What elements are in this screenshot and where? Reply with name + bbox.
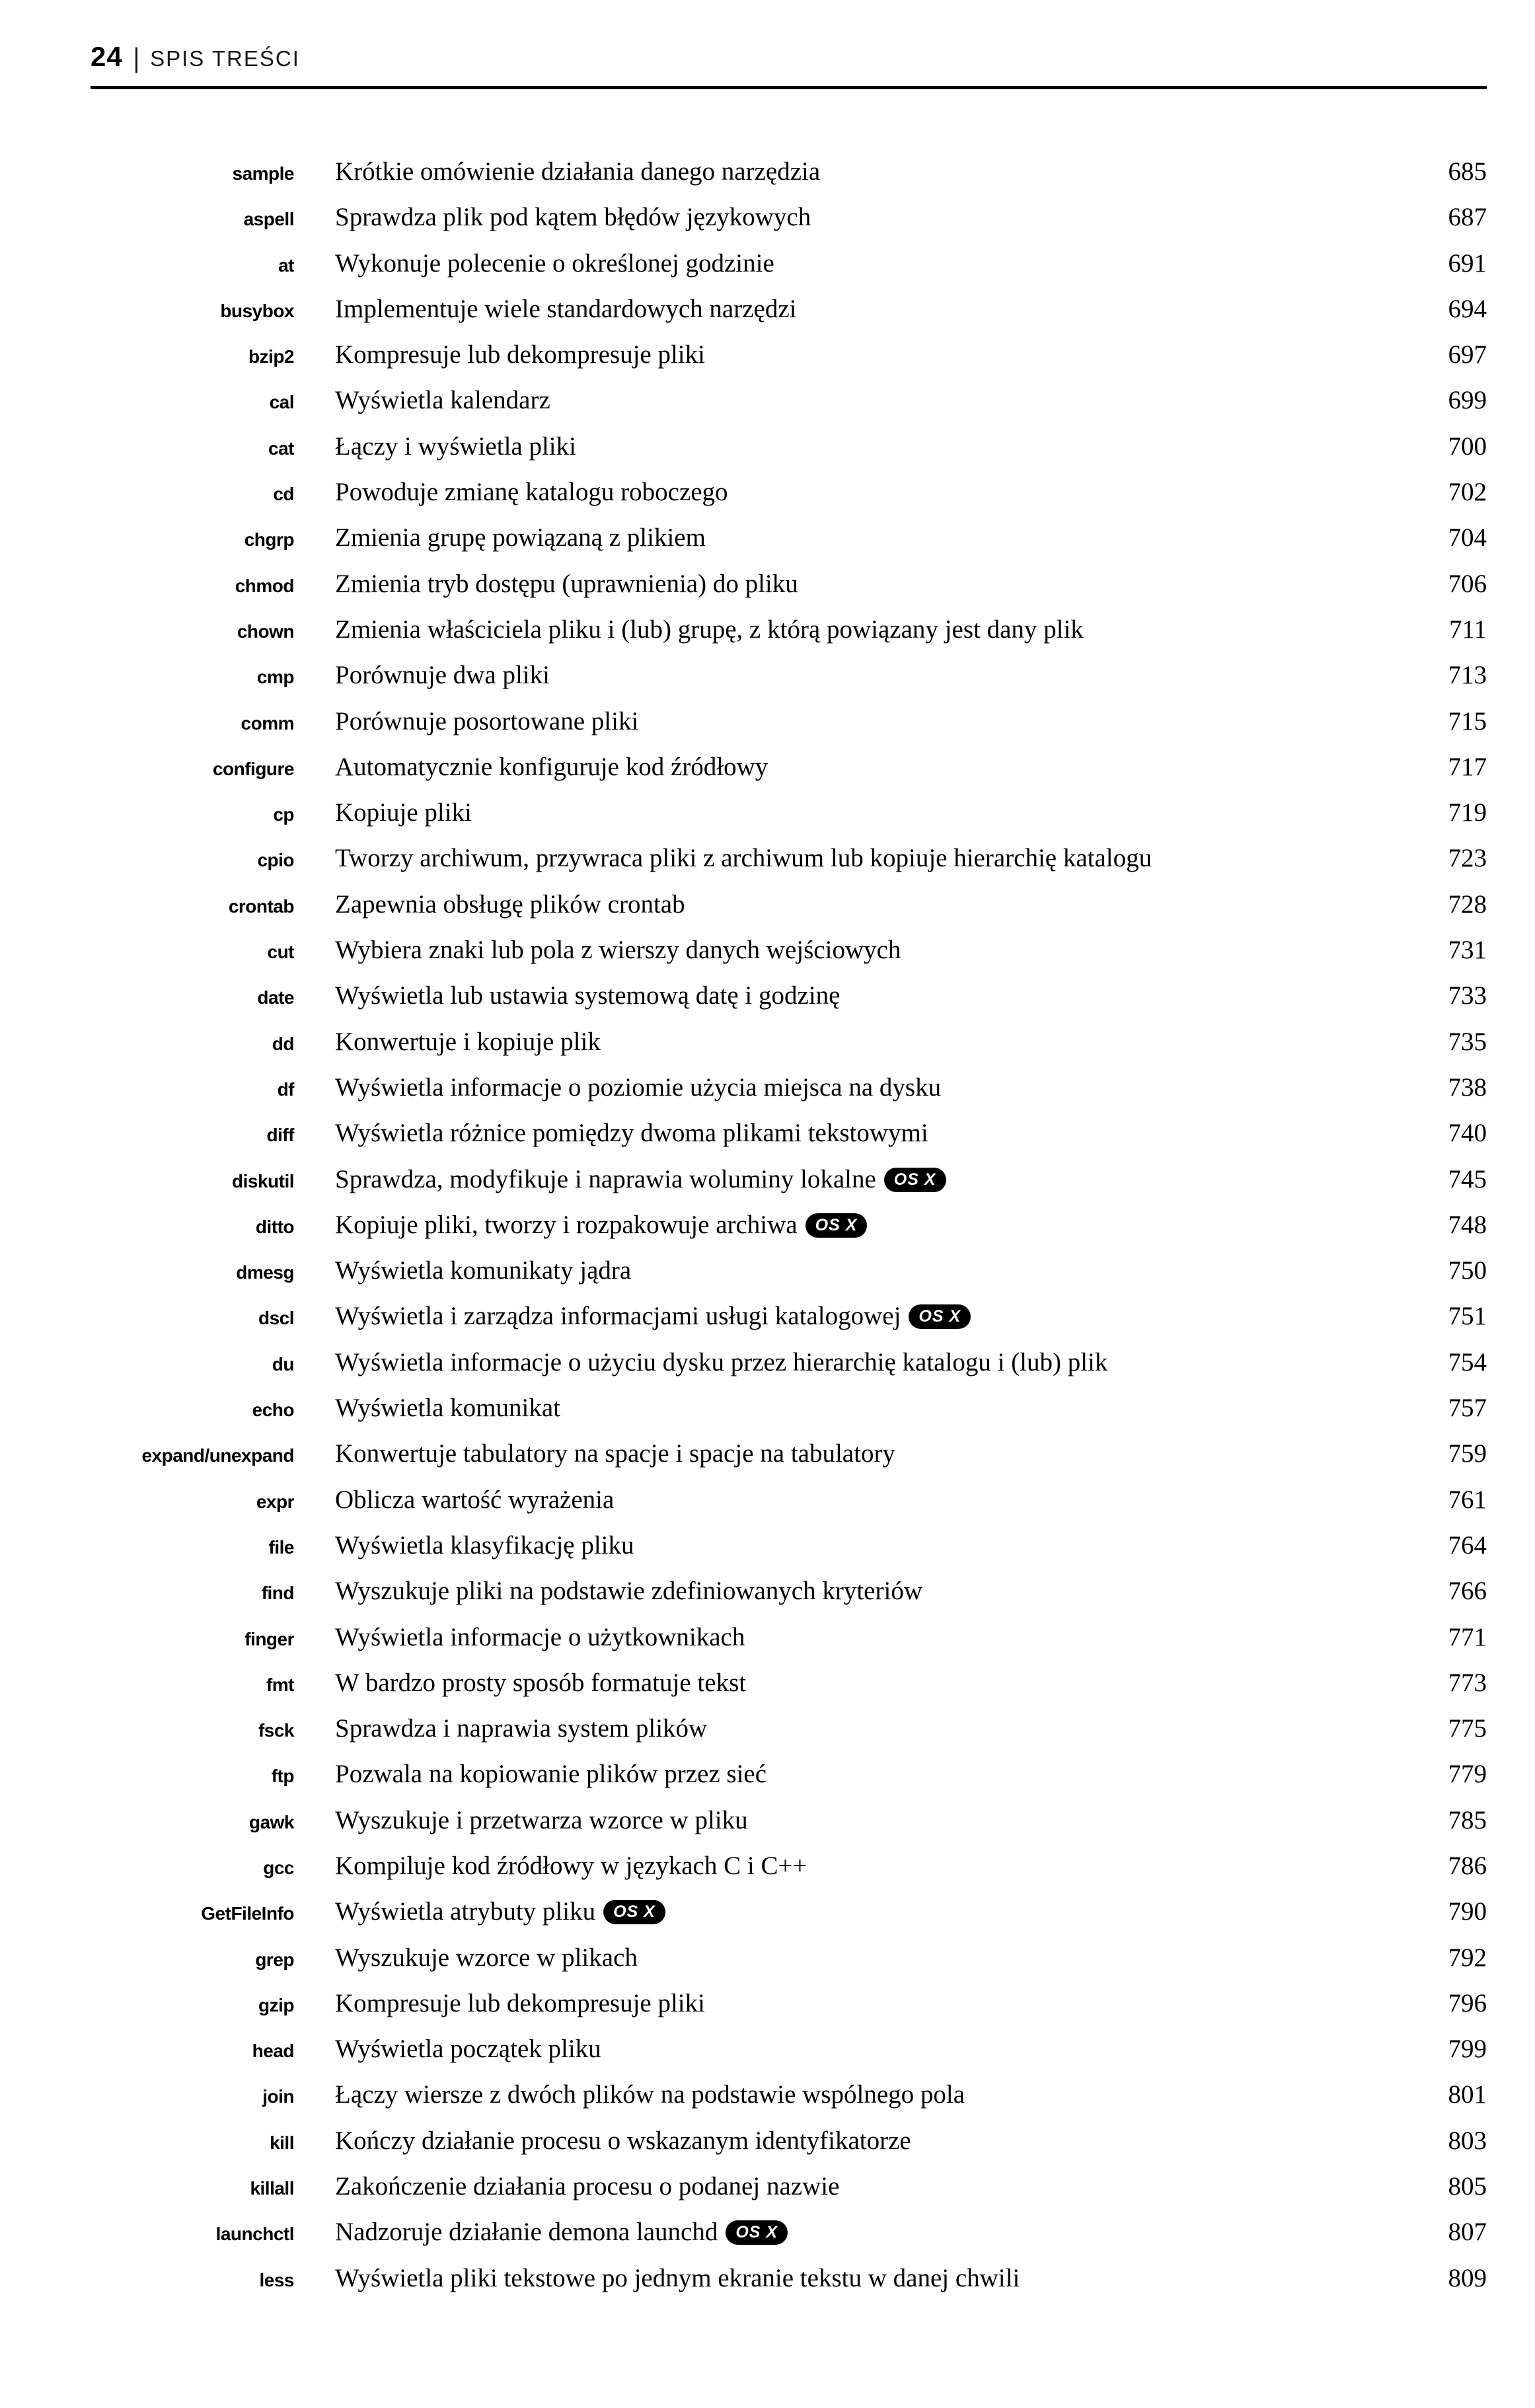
entry-description [335, 1027, 1414, 1057]
toc-entry [91, 1210, 1487, 1256]
entry-description-text: Wyświetla informacje o użyciu dysku przez hierarchię katalogu i (lub) plik [335, 1347, 1108, 1376]
toc-entry [91, 1439, 1487, 1484]
page-title: SPIS TREŚCI [150, 46, 300, 71]
entry-description [335, 2263, 1414, 2293]
entry-description [335, 752, 1414, 782]
entry-description [335, 1164, 1414, 1194]
command-name: cal [269, 392, 294, 413]
toc-entry [91, 1851, 1487, 1897]
page-ref: 745 [1448, 1164, 1487, 1193]
entry-description-text: Porównuje dwa pliki [335, 661, 550, 690]
entry-description [335, 1988, 1414, 2018]
entry-description-text: Wybiera znaki lub pola z wierszy danych wejściowych [335, 936, 901, 965]
page-ref: 719 [1448, 798, 1487, 827]
entry-description [335, 981, 1414, 1010]
entry-description-text: Wyświetla i zarządza informacjami usługi katalogowej [335, 1302, 901, 1331]
toc-entry [91, 1805, 1487, 1851]
command-name: cd [273, 484, 294, 505]
command-name: busybox [220, 300, 294, 321]
entry-description [335, 385, 1414, 415]
page-ref: 733 [1448, 981, 1487, 1010]
header-divider: | [133, 42, 140, 73]
command-name: sample [232, 163, 294, 184]
command-name: echo [252, 1400, 294, 1421]
entry-description [335, 1210, 1414, 1240]
page-ref: 807 [1448, 2218, 1487, 2247]
entry-description-text: Wyświetla kalendarz [335, 386, 550, 415]
entry-description [335, 477, 1414, 507]
toc-entry [91, 569, 1487, 615]
toc-entry [91, 1027, 1487, 1072]
entry-description-text: Implementuje wiele standardowych narzędzi [335, 294, 797, 323]
page-ref: 796 [1448, 1988, 1487, 2017]
entry-description-text: Tworzy archiwum, przywraca pliki z archiwum lub kopiuje hierarchię katalogu [335, 844, 1152, 873]
entry-description [335, 2217, 1414, 2247]
toc-list [91, 157, 1487, 2309]
entry-description [335, 569, 1414, 599]
entry-description-text: Wyświetla różnice pomiędzy dwoma plikami tekstowymi [335, 1119, 928, 1148]
page-ref: 766 [1448, 1577, 1487, 1606]
page-ref: 748 [1448, 1210, 1487, 1239]
toc-entry [91, 706, 1487, 752]
entry-description-text: Kompresuje lub dekompresuje pliki [335, 340, 705, 369]
entry-description-text: Zmienia grupę powiązaną z plikiem [335, 523, 706, 552]
entry-description [335, 660, 1414, 690]
toc-entry [91, 2080, 1487, 2125]
command-name: cpio [257, 850, 294, 871]
entry-description-text: Automatycznie konfiguruje kod źródłowy [335, 752, 768, 781]
command-name: cat [268, 437, 294, 459]
toc-entry [91, 248, 1487, 294]
toc-entry [91, 2126, 1487, 2171]
page-ref: 685 [1448, 157, 1487, 186]
osx-badge: OS X [884, 1168, 946, 1192]
entry-description-text: Kompiluje kod źródłowy w językach C i C++ [335, 1851, 807, 1880]
entry-description [335, 1759, 1414, 1789]
entry-description-text: Zapewnia obsługę plików crontab [335, 889, 685, 919]
entry-description-text: Porównuje posortowane pliki [335, 706, 639, 735]
entry-description [335, 2126, 1414, 2156]
toc-entry [91, 752, 1487, 798]
page-ref: 738 [1448, 1072, 1487, 1102]
entry-description [335, 1347, 1414, 1377]
toc-entry [91, 340, 1487, 385]
page-ref: 803 [1448, 2126, 1487, 2155]
entry-description [335, 523, 1414, 552]
page-ref: 799 [1448, 2035, 1487, 2064]
command-name: cmp [256, 667, 294, 688]
command-name: ftp [271, 1766, 294, 1787]
page-ref: 775 [1448, 1714, 1487, 1743]
toc-entry [91, 1713, 1487, 1759]
command-name: du [272, 1353, 294, 1374]
toc-entry [91, 432, 1487, 477]
entry-description-text: Wyświetla klasyfikację pliku [335, 1530, 634, 1560]
page-ref: 697 [1448, 340, 1487, 369]
entry-description [335, 1530, 1414, 1560]
page-ref: 805 [1448, 2172, 1487, 2201]
toc-entry [91, 1897, 1487, 1942]
toc-entry [91, 1256, 1487, 1301]
command-name: chgrp [244, 529, 294, 550]
toc-entry [91, 1759, 1487, 1805]
entry-description [335, 889, 1414, 919]
entry-description [335, 1485, 1414, 1515]
page-ref: 759 [1448, 1439, 1487, 1468]
entry-description [335, 294, 1414, 324]
page-ref: 790 [1448, 1897, 1487, 1926]
toc-entry [91, 843, 1487, 889]
entry-description-text: Powoduje zmianę katalogu roboczego [335, 478, 728, 507]
entry-description-text: Wyszukuje i przetwarza wzorce w pliku [335, 1805, 748, 1834]
page-ref: 731 [1448, 936, 1487, 965]
entry-description [335, 1439, 1414, 1468]
command-name: cut [267, 942, 294, 963]
entry-description [335, 432, 1414, 461]
entry-description-text: Sprawdza i naprawia system plików [335, 1714, 708, 1743]
toc-entry [91, 1988, 1487, 2034]
page-ref: 715 [1448, 706, 1487, 735]
osx-badge: OS X [603, 1900, 665, 1924]
command-name: bzip2 [248, 346, 294, 367]
page-ref: 723 [1448, 844, 1487, 873]
entry-description-text: Wyświetla atrybuty pliku [335, 1897, 596, 1926]
entry-description [335, 1805, 1414, 1835]
entry-description-text: Łączy wiersze z dwóch plików na podstawie wspólnego pola [335, 2080, 965, 2109]
toc-entry [91, 2034, 1487, 2080]
page-number: 24 [91, 41, 123, 72]
command-name: dd [272, 1033, 294, 1054]
command-name: kill [270, 2132, 294, 2153]
toc-entry [91, 385, 1487, 431]
entry-description [335, 1576, 1414, 1606]
page-ref: 779 [1448, 1760, 1487, 1789]
entry-description [335, 1118, 1414, 1148]
toc-entry [91, 2171, 1487, 2217]
command-name: grep [255, 1949, 294, 1970]
command-name: ditto [255, 1216, 294, 1237]
command-name: gzip [258, 1994, 294, 2015]
entry-description-text: Kopiuje pliki, tworzy i rozpakowuje archiwa [335, 1210, 798, 1239]
command-name: diff [266, 1125, 294, 1146]
entry-description [335, 798, 1414, 827]
command-name: chmod [235, 575, 294, 596]
toc-entry [91, 1576, 1487, 1622]
command-name: df [277, 1078, 294, 1100]
entry-description [335, 1943, 1414, 1973]
page-ref: 702 [1448, 478, 1487, 507]
entry-description-text: Wyświetla początek pliku [335, 2035, 601, 2064]
command-name: launchctl [215, 2224, 294, 2245]
command-name: killall [250, 2178, 294, 2199]
toc-entry [91, 615, 1487, 660]
entry-description [335, 2080, 1414, 2109]
command-name: finger [244, 1628, 294, 1649]
page-ref: 792 [1448, 1943, 1487, 1972]
page-ref: 728 [1448, 889, 1487, 919]
command-name: less [259, 2269, 294, 2290]
toc-entry [91, 1622, 1487, 1668]
entry-description-text: Wyszukuje pliki na podstawie zdefiniowanych kryteriów [335, 1577, 922, 1606]
entry-description [335, 706, 1414, 736]
toc-entry [91, 935, 1487, 981]
entry-description-text: Nadzoruje działanie demona launchd [335, 2218, 718, 2247]
entry-description-text: Wyświetla informacje o użytkownikach [335, 1622, 745, 1651]
entry-description-text: Wyświetla lub ustawia systemową datę i godzinę [335, 981, 841, 1010]
page-ref: 754 [1448, 1347, 1487, 1376]
command-name: date [257, 987, 294, 1008]
toc-entry [91, 2217, 1487, 2263]
entry-description-text: Sprawdza plik pod kątem błędów językowych [335, 203, 811, 232]
toc-entry [91, 981, 1487, 1026]
toc-entry [91, 1668, 1487, 1713]
osx-badge: OS X [909, 1304, 971, 1329]
toc-entry [91, 1072, 1487, 1118]
toc-entry [91, 660, 1487, 706]
entry-description [335, 2034, 1414, 2064]
entry-description [335, 2171, 1414, 2201]
entry-description-text: Zmienia tryb dostępu (uprawnienia) do pliku [335, 569, 798, 598]
page-ref: 694 [1448, 294, 1487, 323]
entry-description [335, 1897, 1414, 1926]
toc-entry [91, 157, 1487, 202]
command-name: gcc [263, 1857, 294, 1878]
page-ref: 785 [1448, 1805, 1487, 1834]
command-name: crontab [228, 895, 294, 917]
entry-description [335, 615, 1414, 644]
page-ref: 735 [1448, 1027, 1487, 1056]
entry-description [335, 1256, 1414, 1285]
toc-entry [91, 889, 1487, 935]
entry-description-text: Łączy i wyświetla pliki [335, 432, 576, 461]
page-ref: 706 [1448, 569, 1487, 598]
command-name: comm [241, 712, 294, 734]
osx-badge: OS X [805, 1213, 868, 1238]
entry-description-text: Zmienia właściciela pliku i (lub) grupę, z którą powiązany jest dany plik [335, 615, 1084, 644]
entry-description [335, 843, 1414, 873]
entry-description [335, 935, 1414, 965]
command-name: at [278, 254, 294, 276]
page-ref: 699 [1448, 386, 1487, 415]
entry-description [335, 248, 1414, 278]
entry-description [335, 157, 1414, 186]
entry-description [335, 1072, 1414, 1102]
entry-description [335, 340, 1414, 369]
command-name: cp [273, 804, 294, 825]
entry-description-text: Krótkie omówienie działania danego narzędzia [335, 157, 821, 186]
page-ref: 757 [1448, 1394, 1487, 1423]
entry-description [335, 1622, 1414, 1652]
command-name: fsck [258, 1720, 294, 1741]
toc-entry [91, 1485, 1487, 1530]
page-ref: 751 [1448, 1302, 1487, 1331]
command-name: expr [256, 1491, 294, 1512]
command-name: dmesg [236, 1262, 294, 1283]
entry-description [335, 202, 1414, 232]
command-name: gawk [248, 1811, 294, 1832]
command-name: aspell [243, 209, 294, 230]
entry-description [335, 1851, 1414, 1881]
entry-description-text: Pozwala na kopiowanie plików przez sieć [335, 1760, 767, 1789]
command-name: fmt [266, 1674, 294, 1695]
command-name: configure [212, 758, 294, 779]
entry-description-text: Kopiuje pliki [335, 798, 472, 827]
command-name: head [252, 2041, 294, 2062]
entry-description-text: Wyświetla komunikat [335, 1394, 561, 1423]
page-ref: 761 [1448, 1485, 1487, 1514]
page-ref: 700 [1448, 432, 1487, 461]
page-ref: 771 [1448, 1622, 1487, 1651]
toc-entry [91, 202, 1487, 248]
toc-entry [91, 1943, 1487, 1988]
command-name: dscl [258, 1308, 294, 1329]
toc-entry [91, 1347, 1487, 1393]
entry-description [335, 1668, 1414, 1698]
entry-description-text: Wyszukuje wzorce w plikach [335, 1943, 638, 1972]
page-header [91, 41, 1487, 73]
entry-description-text: Wyświetla pliki tekstowe po jednym ekranie tekstu w danej chwili [335, 2263, 1020, 2292]
entry-description-text: Zakończenie działania procesu o podanej nazwie [335, 2172, 840, 2201]
page-ref: 773 [1448, 1668, 1487, 1697]
entry-description-text: Konwertuje tabulatory na spacje i spacje na tabulatory [335, 1439, 895, 1468]
page-ref: 717 [1448, 752, 1487, 781]
command-name: find [261, 1583, 294, 1604]
entry-description-text: Wyświetla komunikaty jądra [335, 1256, 632, 1285]
toc-entry [91, 294, 1487, 340]
page-ref: 809 [1448, 2263, 1487, 2292]
header-rule [91, 86, 1487, 89]
osx-badge: OS X [726, 2220, 788, 2245]
toc-entry [91, 1301, 1487, 1347]
page-ref: 691 [1448, 248, 1487, 278]
entry-description [335, 1393, 1414, 1423]
entry-description-text: Kończy działanie procesu o wskazanym identyfikatorze [335, 2126, 911, 2155]
toc-entry [91, 2263, 1487, 2309]
entry-description-text: Oblicza wartość wyrażenia [335, 1485, 615, 1514]
command-name: join [262, 2086, 294, 2107]
toc-entry [91, 1393, 1487, 1439]
entry-description-text: Sprawdza, modyfikuje i naprawia woluminy lokalne [335, 1164, 876, 1193]
entry-description-text: W bardzo prosty sposób formatuje tekst [335, 1668, 747, 1697]
page-ref: 750 [1448, 1256, 1487, 1285]
page-ref: 713 [1448, 661, 1487, 690]
entry-description-text: Wykonuje polecenie o określonej godzinie [335, 248, 774, 278]
toc-entry [91, 1530, 1487, 1576]
entry-description-text: Wyświetla informacje o poziomie użycia miejsca na dysku [335, 1072, 942, 1102]
command-name: file [268, 1536, 294, 1558]
entry-description [335, 1713, 1414, 1743]
page-ref: 801 [1448, 2080, 1487, 2109]
page-ref: 740 [1448, 1119, 1487, 1148]
entry-description-text: Konwertuje i kopiuje plik [335, 1027, 601, 1056]
command-name: expand/unexpand [141, 1445, 294, 1466]
toc-entry [91, 477, 1487, 523]
toc-entry [91, 523, 1487, 568]
toc-entry [91, 1164, 1487, 1210]
page-ref: 786 [1448, 1851, 1487, 1880]
entry-description [335, 1301, 1414, 1331]
page-ref: 687 [1448, 203, 1487, 232]
entry-description-text: Kompresuje lub dekompresuje pliki [335, 1988, 705, 2017]
page-ref: 704 [1448, 523, 1487, 552]
page-ref: 711 [1448, 615, 1487, 644]
command-name: diskutil [231, 1170, 294, 1191]
command-name: GetFileInfo [201, 1903, 294, 1924]
command-name: chown [237, 621, 294, 642]
toc-entry [91, 798, 1487, 843]
toc-entry [91, 1118, 1487, 1164]
page-ref: 764 [1448, 1530, 1487, 1560]
